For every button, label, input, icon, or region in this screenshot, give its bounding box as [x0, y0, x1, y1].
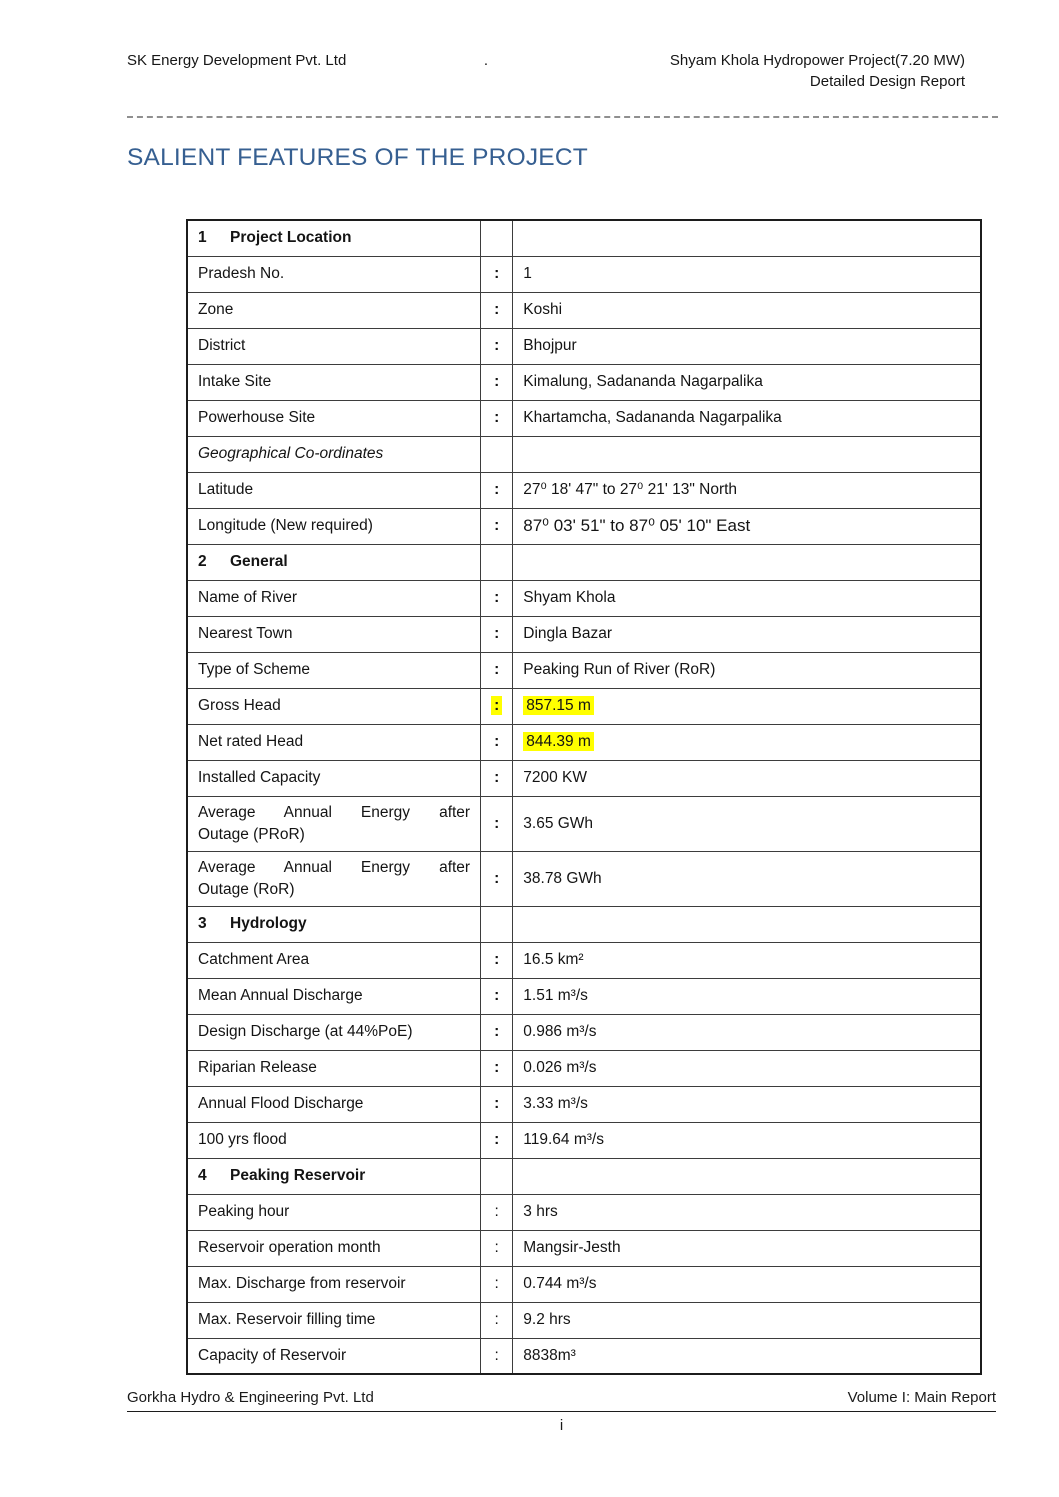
section-row: [187, 544, 981, 580]
row-colon: [481, 400, 513, 436]
row-colon: [481, 1194, 513, 1230]
colon-separator: :: [494, 769, 500, 786]
row-colon: [481, 328, 513, 364]
table-row: [187, 364, 981, 400]
row-label-line: Outage (RoR): [198, 880, 295, 898]
section-number: 3: [198, 915, 207, 932]
row-colon: [481, 796, 513, 851]
table-row: [187, 1086, 981, 1122]
value-text: 9.2 hrs: [523, 1311, 571, 1328]
colon-separator: :: [494, 733, 500, 750]
row-label: Net rated Head: [187, 724, 481, 760]
table-row: [187, 724, 981, 760]
footer-row: [127, 1388, 996, 1412]
row-label: District: [187, 328, 481, 364]
table-row: [187, 1302, 981, 1338]
row-value: [513, 1050, 981, 1086]
row-label: Reservoir operation month: [187, 1230, 481, 1266]
table-row: [187, 688, 981, 724]
value-text: Bhojpur: [523, 337, 577, 354]
colon-separator: :: [494, 869, 500, 887]
table-row: [187, 580, 981, 616]
colon-separator: :: [494, 1239, 499, 1256]
header-project-block: [545, 50, 965, 92]
row-colon: [481, 436, 513, 472]
row-value: [513, 1338, 981, 1374]
row-colon: [481, 1338, 513, 1374]
row-value: [513, 724, 981, 760]
colon-separator: :: [494, 337, 500, 354]
row-value: [513, 851, 981, 906]
row-value: [513, 688, 981, 724]
row-colon: [481, 1014, 513, 1050]
row-label: [187, 220, 481, 256]
colon-separator: :: [494, 1203, 499, 1220]
table-row: [187, 472, 981, 508]
row-label: Design Discharge (at 44%PoE): [187, 1014, 481, 1050]
table-row: [187, 436, 981, 472]
value-text: Peaking Run of River (RoR): [523, 661, 716, 678]
colon-separator: :: [494, 409, 500, 426]
table-row: [187, 1122, 981, 1158]
colon-separator: :: [491, 696, 502, 715]
table-row: [187, 616, 981, 652]
table-row: [187, 292, 981, 328]
table-row: [187, 1194, 981, 1230]
row-label: Pradesh No.: [187, 256, 481, 292]
table-row: [187, 400, 981, 436]
row-colon: [481, 942, 513, 978]
section-label: Peaking Reservoir: [230, 1167, 366, 1184]
colon-separator: :: [494, 1275, 499, 1292]
section-row: [187, 1158, 981, 1194]
row-label: [187, 1158, 481, 1194]
row-label: Latitude: [187, 472, 481, 508]
row-value: [513, 472, 981, 508]
header-report-title: Detailed Design Report: [809, 73, 965, 90]
colon-separator: :: [494, 814, 500, 832]
table-row: [187, 760, 981, 796]
value-text: Dingla Bazar: [523, 625, 613, 642]
row-value: [513, 580, 981, 616]
row-label: Type of Scheme: [187, 652, 481, 688]
row-value: [513, 220, 981, 256]
colon-separator: :: [494, 517, 500, 534]
table-body: [187, 220, 981, 1374]
row-label: [187, 851, 481, 906]
table-row: [187, 256, 981, 292]
row-colon: [481, 1086, 513, 1122]
value-text: 0.986 m³/s: [523, 1023, 597, 1040]
colon-separator: :: [494, 1023, 500, 1040]
row-label: Intake Site: [187, 364, 481, 400]
table-row: [187, 1338, 981, 1374]
row-label: Max. Reservoir filling time: [187, 1302, 481, 1338]
section-label: General: [230, 553, 288, 570]
row-colon: [481, 1050, 513, 1086]
row-label: Catchment Area: [187, 942, 481, 978]
row-label: [187, 796, 481, 851]
row-value: [513, 1230, 981, 1266]
row-colon: [481, 472, 513, 508]
row-value: [513, 1158, 981, 1194]
table-row: [187, 652, 981, 688]
colon-separator: :: [494, 1346, 499, 1364]
colon-separator: :: [494, 481, 500, 498]
section-number: 1: [198, 229, 207, 247]
row-value: [513, 616, 981, 652]
colon-separator: :: [494, 1095, 500, 1112]
row-colon: [481, 688, 513, 724]
row-label: Annual Flood Discharge: [187, 1086, 481, 1122]
row-colon: [481, 220, 513, 256]
colon-separator: :: [494, 1059, 500, 1076]
section-row: [187, 220, 981, 256]
row-label: Gross Head: [187, 688, 481, 724]
row-label: Geographical Co-ordinates: [187, 436, 481, 472]
value-text: 0.026 m³/s: [523, 1059, 597, 1076]
row-label: Riparian Release: [187, 1050, 481, 1086]
page-footer: [127, 1388, 996, 1434]
row-value: [513, 652, 981, 688]
table-row: [187, 851, 981, 906]
row-colon: [481, 1122, 513, 1158]
row-label: Zone: [187, 292, 481, 328]
colon-separator: :: [494, 625, 500, 642]
colon-separator: :: [494, 951, 500, 968]
colon-separator: :: [494, 265, 500, 282]
row-colon: [481, 256, 513, 292]
row-colon: [481, 978, 513, 1014]
section-row: [187, 906, 981, 942]
row-label: Mean Annual Discharge: [187, 978, 481, 1014]
table-row: [187, 1266, 981, 1302]
row-colon: [481, 851, 513, 906]
row-label: Powerhouse Site: [187, 400, 481, 436]
row-value: [513, 1122, 981, 1158]
row-value: [513, 978, 981, 1014]
section-number: 2: [198, 553, 207, 570]
value-text: 0.744 m³/s: [523, 1275, 597, 1292]
footer-volume-label: Volume I: Main Report: [847, 1389, 996, 1406]
row-label: Max. Discharge from reservoir: [187, 1266, 481, 1302]
row-label: Peaking hour: [187, 1194, 481, 1230]
row-colon: [481, 544, 513, 580]
table-row: [187, 1050, 981, 1086]
row-colon: [481, 652, 513, 688]
footer-company-name: Gorkha Hydro & Engineering Pvt. Ltd: [127, 1389, 374, 1406]
row-label: Capacity of Reservoir: [187, 1338, 481, 1374]
row-label: 100 yrs flood: [187, 1122, 481, 1158]
colon-separator: :: [494, 987, 500, 1004]
row-colon: [481, 724, 513, 760]
row-label-line: Outage (PRoR): [198, 825, 305, 843]
row-label: Nearest Town: [187, 616, 481, 652]
row-value: [513, 1302, 981, 1338]
row-label: [187, 906, 481, 942]
row-value: [513, 942, 981, 978]
row-value: [513, 906, 981, 942]
value-text: 7200 KW: [523, 769, 588, 786]
colon-separator: :: [494, 1311, 499, 1328]
header-company-name: SK Energy Development Pvt. Ltd: [127, 52, 347, 69]
value-text: Koshi: [523, 301, 563, 318]
row-value: [513, 400, 981, 436]
header-center-dot: .: [483, 52, 489, 69]
value-text: 3.65 GWh: [523, 814, 594, 832]
header-project-title: Shyam Khola Hydropower Project(7.20 MW): [669, 52, 965, 69]
row-label-line: Average Annual Energy after: [198, 858, 471, 876]
value-text: 119.64 m³/s: [523, 1131, 604, 1148]
row-value: [513, 256, 981, 292]
colon-separator: :: [494, 373, 500, 390]
row-colon: [481, 1302, 513, 1338]
page-number: i: [559, 1417, 564, 1434]
row-colon: [481, 1230, 513, 1266]
row-value: [513, 1086, 981, 1122]
colon-separator: :: [494, 301, 500, 318]
value-text: Mangsir-Jesth: [523, 1239, 621, 1256]
row-colon: [481, 508, 513, 544]
table-row: [187, 942, 981, 978]
row-label: Installed Capacity: [187, 760, 481, 796]
row-colon: [481, 1158, 513, 1194]
table-row: [187, 1230, 981, 1266]
value-text: 8838m³: [523, 1346, 576, 1364]
row-value: [513, 760, 981, 796]
row-colon: [481, 616, 513, 652]
row-value: [513, 1266, 981, 1302]
value-text: 3.33 m³/s: [523, 1095, 588, 1112]
row-label: [187, 544, 481, 580]
value-text: Shyam Khola: [523, 589, 616, 606]
value-text: Khartamcha, Sadananda Nagarpalika: [523, 409, 782, 426]
table-row: [187, 978, 981, 1014]
row-colon: [481, 906, 513, 942]
section-label: Project Location: [230, 229, 352, 247]
colon-separator: :: [494, 1131, 500, 1148]
row-label: Longitude (New required): [187, 508, 481, 544]
value-text: 844.39 m: [523, 732, 594, 751]
header-separator-line: [127, 116, 998, 118]
row-value: [513, 544, 981, 580]
value-text: 38.78 GWh: [523, 869, 602, 887]
table-row: [187, 796, 981, 851]
row-value: [513, 1194, 981, 1230]
value-text: 857.15 m: [523, 696, 594, 715]
table-row: [187, 328, 981, 364]
page-header: [127, 50, 965, 92]
row-value: [513, 508, 981, 544]
value-text: 16.5 km²: [523, 951, 584, 968]
row-value: [513, 328, 981, 364]
table-row: [187, 508, 981, 544]
colon-separator: :: [494, 589, 500, 606]
row-value: [513, 796, 981, 851]
section-number: 4: [198, 1167, 207, 1184]
row-label-line: Average Annual Energy after: [198, 803, 471, 821]
value-text: 1: [523, 265, 532, 282]
value-text: 27⁰ 18' 47" to 27⁰ 21' 13" North: [523, 481, 738, 498]
row-colon: [481, 760, 513, 796]
row-colon: [481, 364, 513, 400]
row-colon: [481, 292, 513, 328]
table-row: [187, 1014, 981, 1050]
value-text: Kimalung, Sadananda Nagarpalika: [523, 373, 763, 390]
page-title: SALIENT FEATURES OF THE PROJECT: [127, 144, 588, 171]
row-value: [513, 292, 981, 328]
row-value: [513, 1014, 981, 1050]
salient-features-table: [186, 219, 982, 1375]
row-value: [513, 364, 981, 400]
colon-separator: :: [494, 661, 500, 678]
value-text: 1.51 m³/s: [523, 987, 588, 1004]
row-colon: [481, 580, 513, 616]
section-label: Hydrology: [230, 915, 307, 932]
row-value: [513, 436, 981, 472]
value-text: 87⁰ 03' 51" to 87⁰ 05' 10" East: [523, 515, 751, 535]
row-colon: [481, 1266, 513, 1302]
row-label: Name of River: [187, 580, 481, 616]
value-text: 3 hrs: [523, 1203, 558, 1220]
